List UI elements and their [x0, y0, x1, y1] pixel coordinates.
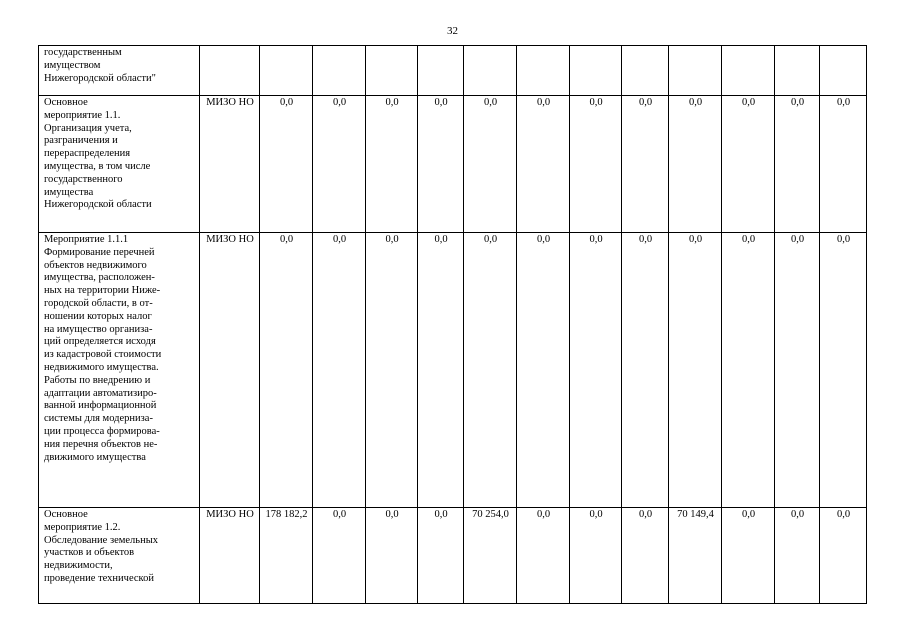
value-cell	[775, 46, 820, 96]
responsible-org-cell	[200, 46, 260, 96]
description-line: имущества, расположен-	[44, 272, 155, 284]
description-line: государственного	[44, 173, 123, 185]
value-cell: 0,0	[517, 96, 570, 233]
description-line: ций определяется исходя	[44, 336, 156, 348]
value-cell	[722, 46, 775, 96]
description-line: имущества, в том числе	[44, 160, 151, 172]
value-cell: 0,0	[722, 508, 775, 604]
value-cell: 0,0	[517, 233, 570, 508]
value-cell: 0,0	[622, 508, 669, 604]
description-line: движимого имущества	[44, 451, 146, 463]
value-cell: 0,0	[775, 233, 820, 508]
responsible-org-cell: МИЗО НО	[200, 508, 260, 604]
value-cell: 0,0	[570, 233, 622, 508]
value-cell: 0,0	[820, 508, 867, 604]
description-line: Нижегородской области	[44, 199, 152, 211]
value-cell: 0,0	[313, 96, 366, 233]
value-cell: 0,0	[366, 96, 418, 233]
value-cell	[366, 46, 418, 96]
activity-description-cell	[39, 46, 200, 96]
description-line: Мероприятие 1.1.1	[44, 234, 129, 245]
value-cell: 70 149,4	[669, 508, 722, 604]
value-cell	[418, 46, 464, 96]
value-cell: 0,0	[775, 508, 820, 604]
value-cell: 0,0	[622, 96, 669, 233]
description-line: недвижимости,	[44, 560, 113, 572]
value-cell: 0,0	[722, 96, 775, 233]
page-number: 32	[447, 25, 458, 37]
description-line: государственным	[44, 47, 122, 58]
value-cell: 0,0	[622, 233, 669, 508]
description-line: проведение технической	[44, 572, 154, 584]
description-line: ния перечня объектов не-	[44, 438, 158, 450]
description-line: мероприятие 1.1.	[44, 109, 121, 121]
value-cell	[517, 46, 570, 96]
description-line: участков и объектов	[44, 547, 135, 559]
value-cell: 0,0	[820, 96, 867, 233]
description-line: Основное	[44, 97, 88, 108]
table-row	[39, 46, 867, 96]
description-line: Работы по внедрению и	[44, 374, 151, 386]
value-cell: 0,0	[464, 233, 517, 508]
value-cell	[570, 46, 622, 96]
description-line: из кадастровой стоимости	[44, 349, 162, 361]
value-cell: 0,0	[260, 96, 313, 233]
program-table	[38, 45, 867, 604]
value-cell: 70 254,0	[464, 508, 517, 604]
activity-description-cell	[39, 96, 200, 233]
description-line: недвижимого имущества.	[44, 361, 159, 373]
value-cell: 0,0	[313, 233, 366, 508]
value-cell	[313, 46, 366, 96]
description-line: ных на территории Ниже-	[44, 285, 161, 297]
value-cell: 178 182,2	[260, 508, 313, 604]
value-cell: 0,0	[260, 233, 313, 508]
value-cell: 0,0	[313, 508, 366, 604]
description-line: имущества	[44, 186, 94, 198]
value-cell: 0,0	[570, 508, 622, 604]
value-cell: 0,0	[669, 96, 722, 233]
value-cell: 0,0	[570, 96, 622, 233]
description-line: системы для модерниза-	[44, 413, 153, 425]
value-cell: 0,0	[722, 233, 775, 508]
value-cell: 0,0	[820, 233, 867, 508]
description-line: разграничения и	[44, 135, 118, 147]
table-row	[39, 96, 867, 233]
description-line: имуществом	[44, 59, 101, 71]
responsible-org-cell: МИЗО НО	[200, 96, 260, 233]
value-cell: 0,0	[366, 508, 418, 604]
value-cell: 0,0	[418, 96, 464, 233]
responsible-org-cell: МИЗО НО	[200, 233, 260, 508]
table-row	[39, 233, 867, 508]
description-line: Формирование перечней	[44, 246, 155, 258]
value-cell: 0,0	[464, 96, 517, 233]
description-line: Организация учета,	[44, 122, 132, 134]
description-line: Обследование земельных	[44, 534, 159, 546]
value-cell: 0,0	[669, 233, 722, 508]
value-cell: 0,0	[418, 233, 464, 508]
description-line: Нижегородской области"	[44, 72, 156, 84]
value-cell: 0,0	[366, 233, 418, 508]
value-cell	[260, 46, 313, 96]
value-cell: 0,0	[517, 508, 570, 604]
description-line: объектов недвижимого	[44, 259, 147, 271]
table-row	[39, 508, 867, 604]
value-cell: 0,0	[418, 508, 464, 604]
description-line: городской области, в от-	[44, 297, 153, 309]
description-line: Основное	[44, 509, 88, 520]
description-line: ношении которых налог	[44, 310, 152, 322]
description-line: ванной информационной	[44, 400, 157, 412]
activity-description-cell	[39, 508, 200, 604]
value-cell	[622, 46, 669, 96]
activity-description-cell	[39, 233, 200, 508]
value-cell	[464, 46, 517, 96]
value-cell	[669, 46, 722, 96]
description-line: на имущество организа-	[44, 323, 153, 335]
description-line: ции процесса формирова-	[44, 425, 160, 437]
description-line: адаптации автоматизиро-	[44, 387, 157, 399]
value-cell: 0,0	[775, 96, 820, 233]
description-line: перераспределения	[44, 148, 131, 160]
value-cell	[820, 46, 867, 96]
description-line: мероприятие 1.2.	[44, 521, 121, 533]
